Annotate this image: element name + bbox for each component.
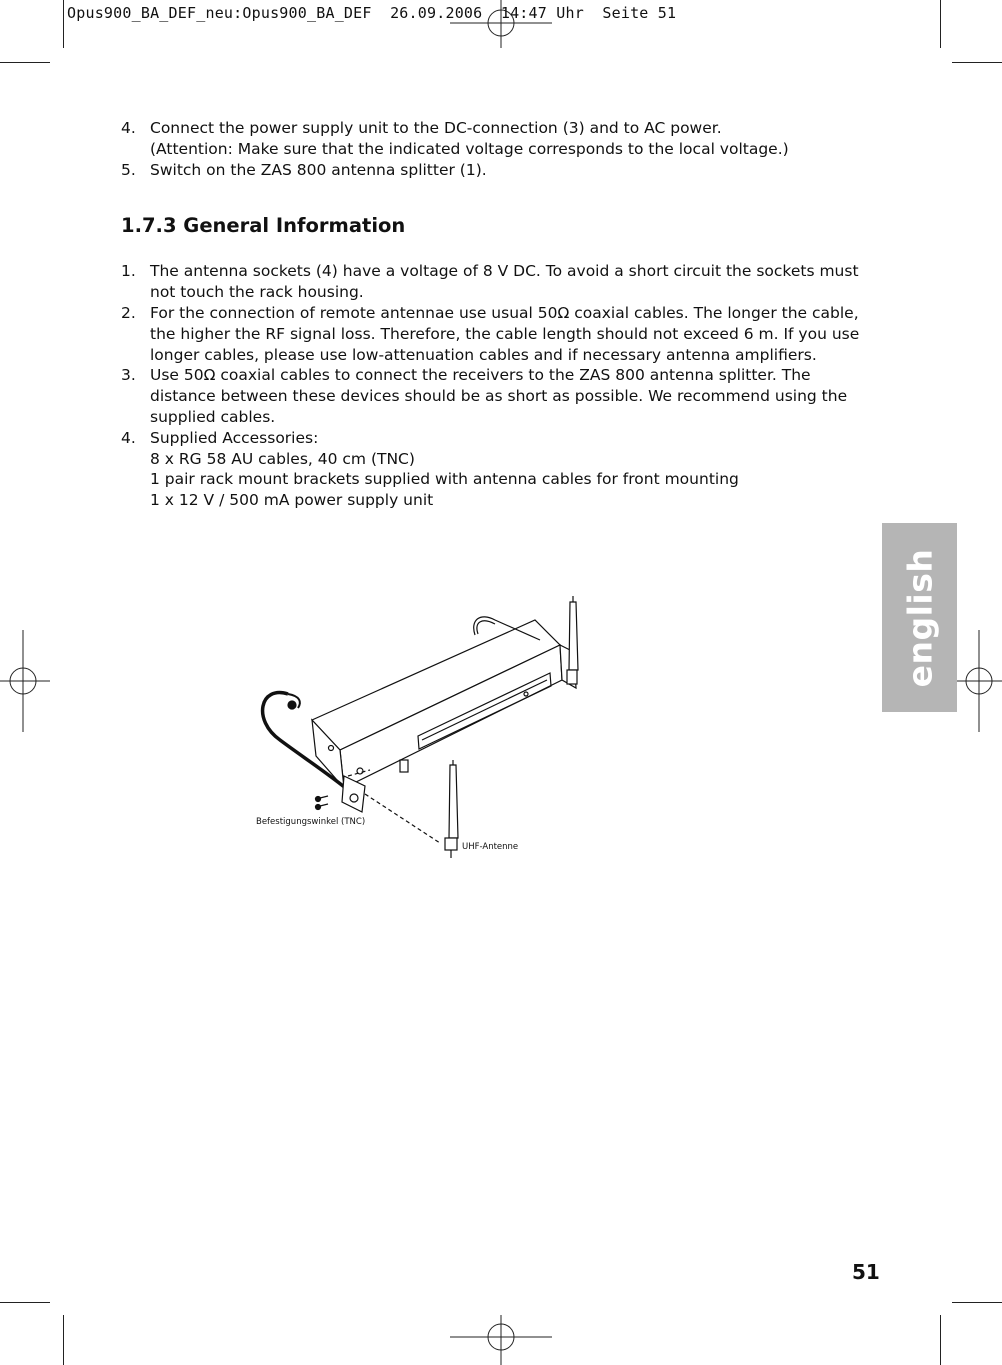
accessory-line: 1 pair rack mount brackets supplied with antenna cables for front mounting (150, 470, 739, 489)
section-heading: 1.7.3 General Information (121, 214, 406, 238)
list-item: 5. Switch on the ZAS 800 antenna splitter (1). (121, 160, 487, 179)
accessory-line: 1 x 12 V / 500 mA power supply unit (150, 491, 434, 510)
list-item: 1. The antenna sockets (4) have a voltage of 8 V DC. To avoid a short circuit the sockets must not touch the rack housing. (121, 262, 859, 302)
antenna-splitter-illustration (240, 590, 600, 865)
body-text (121, 118, 861, 511)
general-info-list (121, 261, 861, 511)
registration-mark-right (952, 630, 1002, 732)
print-slug: Opus900_BA_DEF_neu:Opus900_BA_DEF 26.09.2006 14:47 Uhr Seite 51 (67, 4, 677, 22)
page-number: 51 (852, 1260, 880, 1284)
list-item: 2. For the connection of remote antennae use usual 50Ω coaxial cables. The longer the cable, the higher the RF signal loss. Therefore, the cable length should not exceed 6 m. If you use longer cables, please use low-attenuation cables and if necessary antenna amplifiers. (121, 303, 860, 364)
top-steps-list (121, 118, 861, 180)
registration-mark-bottom (450, 1315, 552, 1365)
list-item: 4. Connect the power supply unit to the DC-connection (3) and to AC power. (Attention: Make sure that the indicated voltage corresponds to the local voltage.) (121, 119, 789, 158)
accessory-line: 8 x RG 58 AU cables, 40 cm (TNC) (150, 449, 415, 468)
list-item: 3. Use 50Ω coaxial cables to connect the receivers to the ZAS 800 antenna splitter. The distance between these devices should be as short as possible. We recommend using the supplied cables. (121, 366, 848, 426)
registration-mark-left (0, 630, 50, 732)
bracket-label: Befestigungswinkel (TNC) (256, 817, 366, 827)
language-tab (882, 523, 957, 712)
antenna-label: UHF-Antenne (462, 842, 519, 852)
language-tab-label: english (900, 548, 939, 687)
list-item: 4. Supplied Accessories: (121, 428, 319, 447)
registration-mark-top (450, 0, 552, 50)
